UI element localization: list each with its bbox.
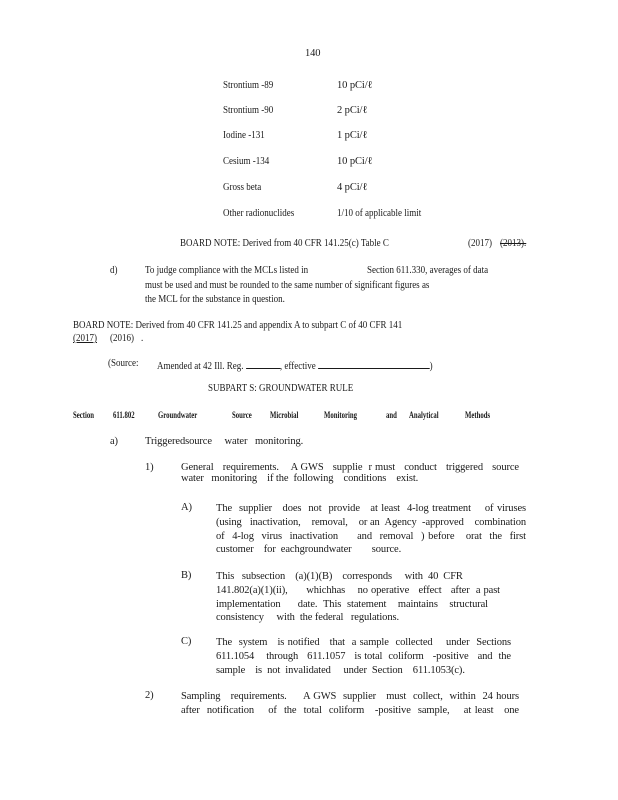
heading-word: 611.802 (113, 410, 135, 420)
para-d-text: the MCL for the substance in question. (145, 294, 285, 305)
radionuclide-limit: 2 pCi/ℓ (337, 105, 368, 116)
para-label: A) (181, 502, 192, 513)
para-line: consistency with the federal regulations. (216, 612, 399, 624)
para-line: implementation date. This statement maintains structural (216, 598, 488, 610)
para-line: water monitoring if the following conditions exist. (181, 473, 419, 484)
page-number: 140 (305, 48, 321, 59)
para-label: 2) (145, 690, 154, 701)
radionuclide-name: Gross beta (223, 182, 262, 193)
source-text (157, 358, 433, 372)
heading-word: Source (232, 410, 252, 420)
para-line: after notification of the total coliform -positive sample, at least one (181, 704, 519, 716)
board-note-table-c: BOARD NOTE: Derived from 40 CFR 141.25(c) Table C (180, 238, 389, 249)
heading-word: Microbial (270, 410, 299, 420)
heading-word: and (386, 410, 397, 420)
board-note-appendix: BOARD NOTE: Derived from 40 CFR 141.25 and appendix A to subpart C of 40 CFR 141 (73, 320, 403, 331)
heading-word: Methods (465, 410, 491, 420)
para-1-text (181, 462, 519, 484)
para-line: customer for eachgroundwater source. (216, 544, 402, 556)
para-A-text (216, 502, 526, 557)
source-close: ) (429, 361, 433, 372)
heading-word: Groundwater (158, 410, 198, 420)
para-d-text: must be used and must be rounded to the same number of significant figures as (145, 280, 430, 291)
subpart-title: SUBPART S: GROUNDWATER RULE (208, 383, 354, 394)
date-blank (318, 358, 430, 369)
heading-word: Analytical (409, 410, 439, 420)
para-d-text: To judge compliance with the MCLs listed in (145, 265, 309, 276)
heading-word: Monitoring (324, 410, 357, 420)
board-note-tail: . (141, 333, 144, 344)
para-line: The system is notified that a sample collected under Sections (216, 637, 511, 648)
heading-word: Section (73, 410, 94, 420)
para-a-text: Triggeredsource water monitoring. (145, 436, 304, 447)
para-label: 1) (145, 462, 154, 473)
radionuclide-name: Cesium -134 (223, 156, 270, 167)
radionuclide-limit: 10 pCi/ℓ (337, 156, 373, 167)
para-label: d) (110, 265, 118, 276)
radionuclide-name: Strontium -90 (223, 105, 274, 116)
para-line: (using inactivation, removal, or an Agency -approved combination (216, 516, 526, 528)
reg-blank (246, 358, 280, 369)
radionuclide-name: Strontium -89 (223, 80, 274, 91)
para-line: The supplier does not provide at least 4-log treatment of viruses (216, 503, 526, 514)
para-label: B) (181, 570, 192, 581)
para-label: C) (181, 636, 192, 647)
amended-year: (2017) (468, 238, 493, 249)
amended-year: (2017) (73, 333, 98, 344)
deleted-year: (2013). (500, 238, 527, 249)
para-2-text (181, 690, 519, 718)
radionuclide-name: Iodine -131 (223, 130, 265, 141)
source-amended: Amended at 42 Ill. Reg. (157, 361, 244, 372)
para-line: of 4-log virus inactivation and removal ) before orat the first (216, 530, 526, 542)
para-line: 611.1054 through 611.1057 is total coliform -positive and the (216, 650, 511, 662)
source-effective: , effective (279, 361, 316, 372)
para-B-text (216, 570, 500, 625)
source-label: (Source: (108, 358, 139, 369)
section-ref: Section 611.330, averages of data (367, 265, 489, 276)
para-line: sample is not invalidated under Section 611.1053(c). (216, 664, 465, 676)
para-label: a) (110, 436, 118, 447)
radionuclide-limit: 10 pCi/ℓ (337, 80, 373, 91)
radionuclide-limit: 1 pCi/ℓ (337, 130, 368, 141)
para-C-text (216, 636, 511, 677)
radionuclide-limit: 4 pCi/ℓ (337, 182, 368, 193)
para-line: General requirements. A GWS supplie r must conduct triggered source (181, 462, 519, 473)
radionuclide-name: Other radionuclides (223, 208, 295, 219)
para-line: 141.802(a)(1)(ii), whichhas no operative effect after a past (216, 584, 500, 596)
para-line: Sampling requirements. A GWS supplier must collect, within 24 hours (181, 691, 519, 702)
deleted-year: (2016) (110, 333, 135, 344)
para-line: This subsection (a)(1)(B) corresponds with 40 CFR (216, 571, 463, 582)
radionuclide-limit: 1/10 of applicable limit (337, 208, 422, 219)
